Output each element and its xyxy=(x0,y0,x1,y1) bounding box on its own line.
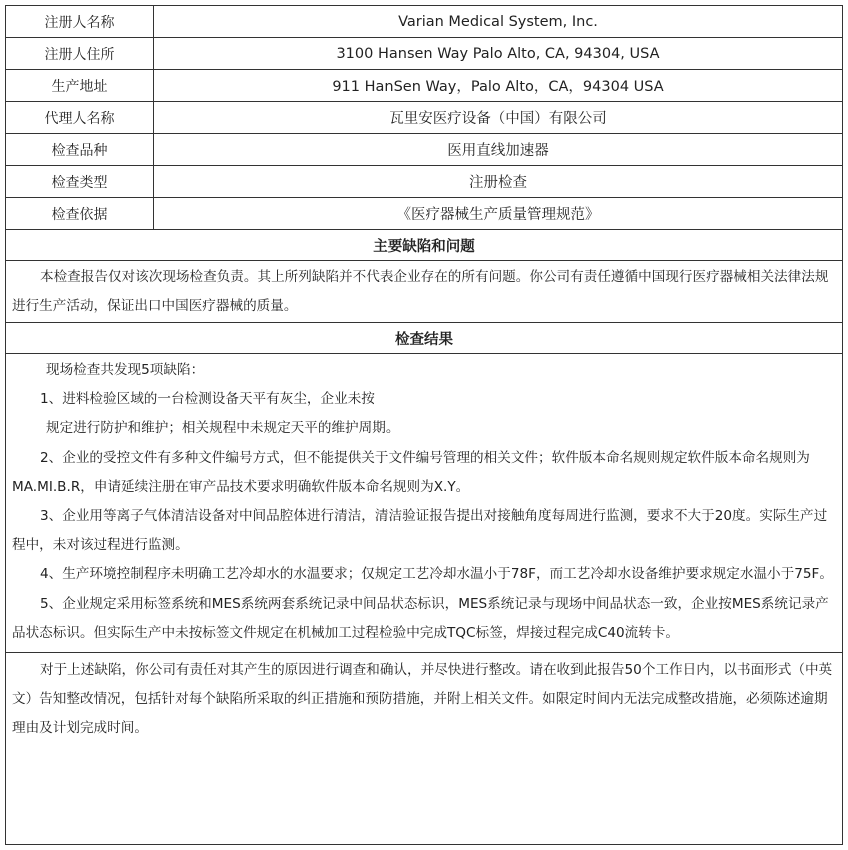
results-intro: 现场检查共发现5项缺陷： xyxy=(46,362,205,378)
inspection-report-table xyxy=(5,5,843,845)
field-value: 瓦里安医疗设备（中国）有限公司 xyxy=(389,111,607,127)
closing-block xyxy=(6,653,842,743)
field-row-inspection-product xyxy=(6,134,842,166)
field-label: 检查类型 xyxy=(6,166,154,197)
field-value: 911 HanSen Way，Palo Alto，CA，94304 USA xyxy=(332,79,664,95)
defect-item-4: 4、生产环境控制程序未明确工艺冷却水的水温要求；仅规定工艺冷却水温小于78F，而工艺冷却水设备维护要求规定水温小于75F。 xyxy=(40,566,833,583)
defects-heading: 主要缺陷和问题 xyxy=(6,230,842,261)
closing-text: 对于上述缺陷，你公司有责任对其产生的原因进行调查和确认，并尽快进行整改。请在收到此报告50个工作日内，以书面形式（中英文）告知整改情况，包括针对每个缺陷所采取的纠正措施和预防措施，并附上相关文件。如限定时间内无法完成整改措施，必须陈述逾期理由及计划完成时间。 xyxy=(12,662,833,737)
field-label: 注册人住所 xyxy=(6,38,154,69)
defect-item-1-continued: 规定进行防护和维护；相关规程中未规定天平的维护周期。 xyxy=(46,420,400,437)
field-row-agent-name xyxy=(6,102,842,134)
disclaimer-block xyxy=(6,261,842,323)
field-label: 生产地址 xyxy=(6,70,154,101)
field-label: 注册人名称 xyxy=(6,6,154,37)
results-block xyxy=(6,354,842,653)
defect-item-3: 3、企业用等离子气体清洁设备对中间品腔体进行清洁，清洁验证报告提出对接触角度每周进行监测，要求不大于20度。实际生产过程中，未对该过程进行监测。 xyxy=(12,508,828,554)
field-row-registrant-name xyxy=(6,6,842,38)
field-row-production-address xyxy=(6,70,842,102)
field-row-registrant-address xyxy=(6,38,842,70)
field-value: 3100 Hansen Way Palo Alto, CA, 94304, USA xyxy=(336,45,660,62)
results-heading: 检查结果 xyxy=(6,323,842,354)
field-value: 医用直线加速器 xyxy=(447,143,549,159)
field-label: 代理人名称 xyxy=(6,102,154,133)
field-row-inspection-type xyxy=(6,166,842,198)
disclaimer-text: 本检查报告仅对该次现场检查负责。其上所列缺陷并不代表企业存在的所有问题。你公司有责任遵循中国现行医疗器械相关法律法规进行生产活动，保证出口中国医疗器械的质量。 xyxy=(12,269,829,314)
defect-item-5: 5、企业规定采用标签系统和MES系统两套系统记录中间品状态标识，MES系统记录与现场中间品状态一致，企业按MES系统记录产品状态标识。但实际生产中未按标签文件规定在机械加工过程检验中完成TQC标签，焊接过程完成C40流转卡。 xyxy=(12,595,829,641)
field-value: 《医疗器械生产质量管理规范》 xyxy=(396,207,600,223)
field-value: Varian Medical System, Inc. xyxy=(398,13,598,30)
defect-item-2: 2、企业的受控文件有多种文件编号方式，但不能提供关于文件编号管理的相关文件；软件版本命名规则规定软件版本命名规则为MA.MI.B.R，申请延续注册在审产品技术要求明确软件版本命名规则为X.Y。 xyxy=(12,449,810,495)
field-value: 注册检查 xyxy=(469,175,527,191)
field-row-inspection-basis xyxy=(6,198,842,230)
defect-item-1: 1、进料检验区域的一台检测设备天平有灰尘，企业未按 xyxy=(40,391,375,408)
field-label: 检查品种 xyxy=(6,134,154,165)
field-label: 检查依据 xyxy=(6,198,154,229)
